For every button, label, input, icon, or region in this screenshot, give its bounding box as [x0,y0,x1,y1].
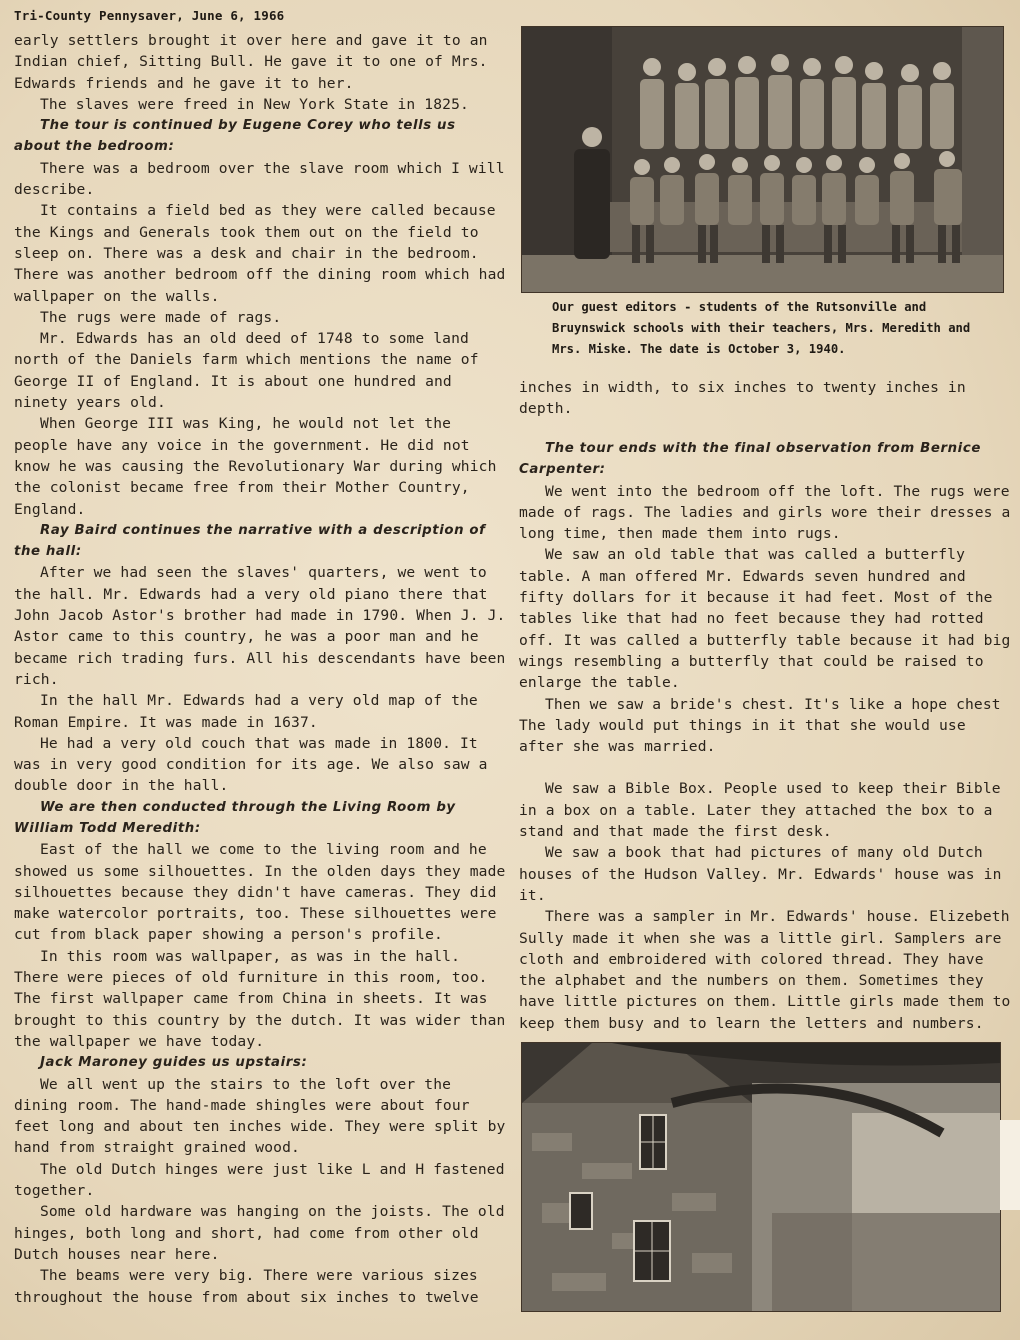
stone-house-photo-art [522,1043,1000,1311]
section-lead: The tour ends with the final observation from Bernice Carpenter: [519,441,981,478]
section-lead: Jack Maroney guides us upstairs: [40,1055,308,1071]
paragraph: The rugs were made of rags. [40,308,282,326]
paragraph: In the hall Mr. Edwards had a very old map of the Roman Empire. It was made in 1637. [14,692,478,731]
paper-tear [1000,1120,1020,1210]
paragraph: Then we saw a bride's chest. It's like a hope chest The lady would put things in it that she would use after she was married. [519,695,1001,756]
left-column [14,30,506,1308]
paragraph: inches in width, to six inches to twenty inches in depth. [519,379,966,418]
section-lead: We are then conducted through the Living Room by William Todd Meredith: [14,799,456,836]
stone-house-photo [521,1042,1001,1312]
paragraph: He had a very old couch that was made in 1800. It was in very good condition for its age. We also saw a double door in the hall. [14,734,488,795]
paragraph: There was a bedroom over the slave room which I will describe. [14,159,505,199]
section-lead: The tour is continued by Eugene Corey who tells us about the bedroom: [14,118,456,155]
paragraph: After we had seen the slaves' quarters, we went to the hall. Mr. Edwards had a very old piano there that John Jacob Astor's brother had made in 1790. When J. J. Astor came to this country, he was a poor man and he became rich trading furs. All his descendants have been rich. [14,564,506,688]
paragraph: Mr. Edwards has an old deed of 1748 to some land north of the Daniels farm which mentions the name of George II of England. It is about one hundred and ninety years old. [14,330,479,412]
photo-caption: Our guest editors - students of the Rutsonville and Bruynswick schools with their teachers, Mrs. Meredith and Mrs. Miske. The date is October 3, 1940. [552,300,971,356]
right-column [519,438,1011,1034]
paragraph: We went into the bedroom off the loft. The rugs were made of rags. The ladies and girls wore their dresses a long time, then made them into rugs. [519,482,1011,543]
paragraph: The beams were very big. There were various sizes throughout the house from about six inches to twelve [14,1267,479,1306]
paragraph: We saw a Bible Box. People used to keep their Bible in a box on a table. Later they attached the box to a stand and that made the first desk. [519,780,1001,841]
paragraph: There was a sampler in Mr. Edwards' house. Elizebeth Sully made it when she was a little girl. Samplers are cloth and embroidered with colored thread. They have the alphabet and the numbers on them. Sometimes they have little pictures on them. Little girls made them to keep them busy and to learn the letters and numbers. [519,908,1011,1032]
paragraph: In this room was wallpaper, as was in the hall. There were pieces of old furniture in this room, too. The first wallpaper came from China in sheets. It was brought to this country by the dutch. It was wider than the wallpaper we have today. [14,947,506,1050]
paragraph-gap [519,757,1011,778]
section-lead: Ray Baird continues the narrative with a description of the hall: [14,522,486,560]
paragraph: We saw an old table that was called a butterfly table. A man offered Mr. Edwards seven hundred and fifty dollars for it because it had feet. Most of the tables like that had no feet because they had rotted off. It was called a butterfly table because it had big wings resembling a butterfly that could be raised to enlarge the table. [519,546,1011,692]
class-group-photo [521,26,1004,293]
paragraph: Some old hardware was hanging on the joists. The old hinges, both long and short, had come from other old Dutch houses near here. [14,1203,505,1263]
right-column-continuation [519,377,1009,420]
paragraph: East of the hall we come to the living room and he showed us some silhouettes. In the olden days they made silhouettes because they didn't have cameras. They did make watercolor portraits, too. These silhouettes were cut from black paper showing a person's profile. [14,841,506,944]
page-header: Tri-County Pennysaver, June 6, 1966 [14,8,285,23]
class-group-photo-art [522,27,1003,292]
paragraph: We saw a book that had pictures of many old Dutch houses of the Hudson Valley. Mr. Edwards' house was in it. [519,844,1002,904]
paragraph: We all went up the stairs to the loft over the dining room. The hand-made shingles were about four feet long and about ten inches wide. They were split by hand from straight grained wood. [14,1075,506,1157]
paragraph: It contains a field bed as they were called because the Kings and Generals took them out on the field to sleep on. There was a desk and chair in the bedroom. There was another bedroom off the dining room which had wallpaper on the walls. [14,202,506,305]
paragraph: The slaves were freed in New York State in 1825. [40,95,469,113]
paragraph: The old Dutch hinges were just like L and H fastened together. [14,1160,505,1200]
paragraph: When George III was King, he would not let the people have any voice in the government. He did not know he was causing the Revolutionary War during which the colonist became free from their Mother Country, England. [14,415,497,518]
paragraph: early settlers brought it over here and gave it to an Indian chief, Sitting Bull. He gave it to one of Mrs. Edwards friends and he gave it to her. [14,32,488,92]
